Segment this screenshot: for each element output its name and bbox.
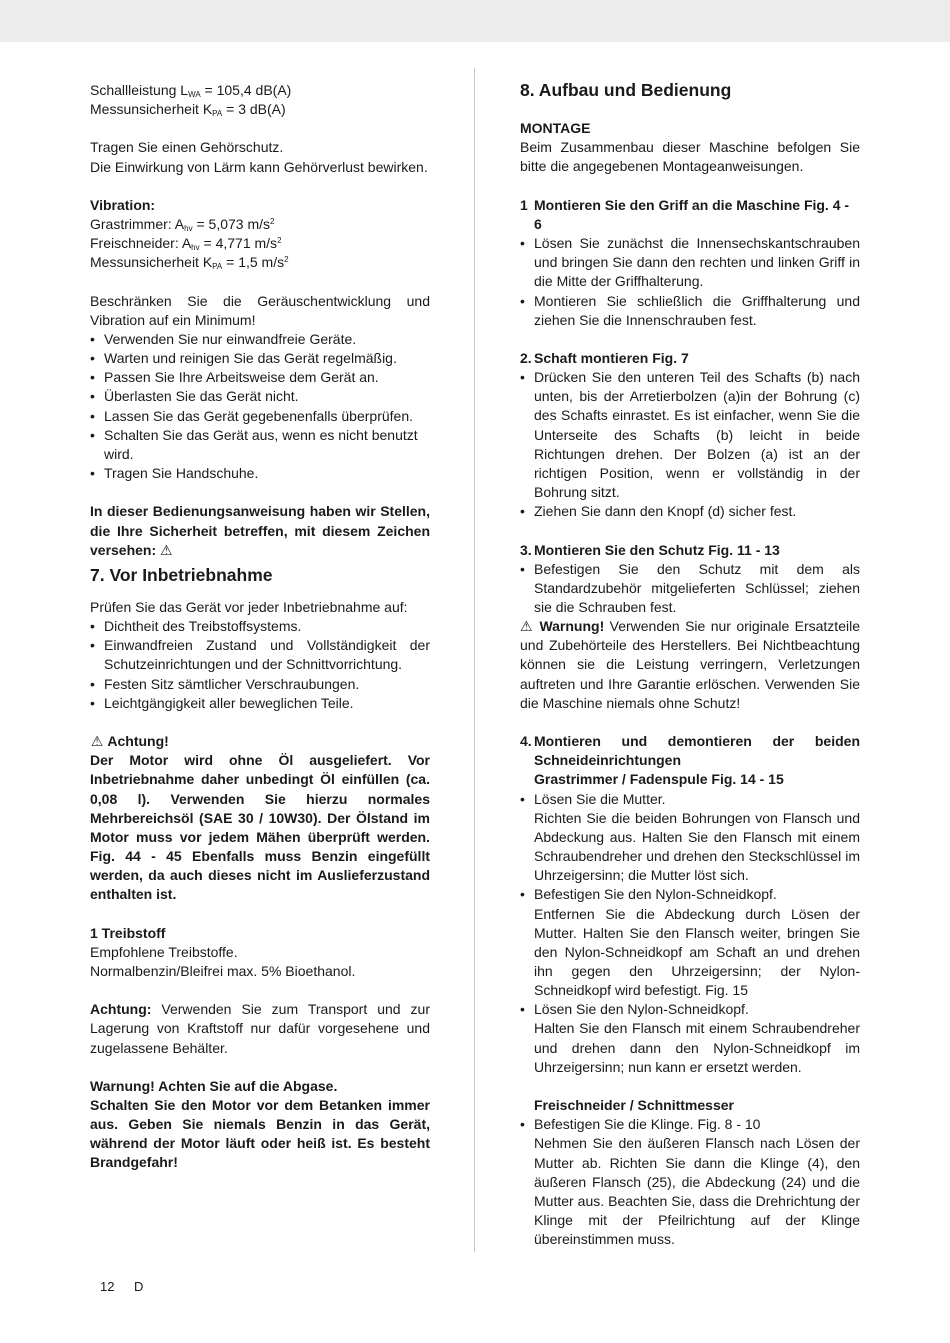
list-item: • Tragen Sie Handschuhe. bbox=[90, 464, 430, 483]
left-column bbox=[90, 81, 430, 1173]
reduce-list bbox=[90, 330, 430, 483]
warning-icon: ⚠ bbox=[160, 541, 173, 558]
list-item: • Befestigen Sie die Klinge. Fig. 8 - 10 Nehmen Sie den äußeren Flansch nach Lösen der Mutter ab. Richten Sie dann die Klinge (4), den äußeren Flansch (25), die Abdeckung (24) und die Mutter aus. Beachten Sie, dass die Drehrichtung der Klinge mit der Pfeilrichtung auf der Klinge übereinstimmen muss. bbox=[520, 1115, 860, 1249]
achtung-text: Der Motor wird ohne Öl ausgeliefert. Vor Inbetriebnahme daher unbedingt Öl einfüllen (ca. 0,08 l). Verwenden Sie hierzu normales Mehrbereichsöl (SAE 30 / 10W30). Der Ölstand im Motor muss vor jedem Mähen überprüft werden. Fig. 44 - 45 Ebenfalls muss Benzin eingefüllt werden, da auch dieses nicht im Auslieferzustand enthalten ist. bbox=[90, 752, 430, 903]
vibration-uncertainty: Messunsicherheit $K_{PA} = 1,5$ $m/s^2$ bbox=[90, 254, 289, 272]
step-2-list bbox=[520, 368, 860, 521]
montage-heading: MONTAGE bbox=[520, 120, 591, 137]
vibration-grastrimmer: Grastrimmer: $A_{hv} = 5,073$ $m/s^2$ bbox=[90, 216, 275, 234]
reduce-intro: Beschränken Sie die Geräuschentwicklung und Vibration auf ein Minimum! bbox=[90, 292, 430, 328]
section-8-title: 8. Aufbau und Bedienung bbox=[520, 80, 732, 100]
step-3-warning: ⚠ Warnung! Verwenden Sie nur originale Ersatzteile und Zubehörteile des Herstellers. Bei Nichtbeachtung können sie die Leistung verringern, Verletzungen auftreten und Ihre Garantie erlöschen. Verwenden Sie die Maschine niemals ohne Schutz! bbox=[520, 618, 860, 711]
warning-icon: ⚠ bbox=[520, 618, 535, 635]
exhaust-text: Schalten Sie den Motor vor dem Betanken immer aus. Geben Sie niemals Benzin in das Gerät, während der Motor läuft oder heiß ist. Es besteht Brandgefahr! bbox=[90, 1097, 430, 1171]
step-4-heading: 4. Montieren und demontieren der beiden Schneideinrichtungen bbox=[520, 733, 860, 769]
achtung-heading: ⚠ Achtung! bbox=[90, 732, 430, 751]
freischneider-heading: Freischneider / Schnittmesser bbox=[534, 1097, 734, 1114]
list-item: • Leichtgängigkeit aller beweglichen Teile. bbox=[90, 694, 430, 713]
list-item: • Lösen Sie den Nylon-Schneidkopf. Halten Sie den Flansch mit einem Schraubendreher und drehen dann den Nylon-Schneidkopf im Uhrzeigersinn; nun kann er ersetzt werden. bbox=[520, 1000, 860, 1077]
safety-note: In dieser Bedienungsanweisung haben wir Stellen, die Ihre Sicherheit betreffen, mit diesem Zeichen versehen: ⚠ bbox=[90, 503, 430, 558]
sound-power-line: Schallleistung $L_{WA} = 105,4$ dB(A) bbox=[90, 82, 292, 99]
step-3-heading: 3. Montieren Sie den Schutz Fig. 11 - 13 bbox=[520, 541, 780, 558]
step-2-heading: 2. Schaft montieren Fig. 7 bbox=[520, 350, 689, 366]
step-4-subheading: Grastrimmer / Fadenspule Fig. 14 - 15 bbox=[534, 771, 784, 788]
list-item: • Drücken Sie den unteren Teil des Schafts (b) nach unten, bis der Arretierbolzen (a)in der Bohrung (c) des Schafts einrastet. Es ist einfacher, wenn Sie die Unterseite des Schafts (b) leicht in beide Richtungen drehen. Der Bolzen (a) ist an der richtigen Position, wenn er vollständig in der Bohrung sitzt. bbox=[520, 368, 860, 502]
vibration-freischneider: Freischneider: $A_{hv} = 4,771$ $m/s^2$ bbox=[90, 235, 282, 253]
list-item: • Schalten Sie das Gerät aus, wenn es nicht benutzt wird. bbox=[90, 426, 430, 464]
list-item: • Lösen Sie die Mutter. Richten Sie die beiden Bohrungen von Flansch und Abdeckung aus. Halten Sie den Flansch mit einem Schraubendreher und drehen den Steckschlüssel im Uhrzeigersinn; die Mutter löst sich. bbox=[520, 790, 860, 886]
step-4-list bbox=[520, 790, 860, 1077]
list-item: • Einwandfreien Zustand und Vollständigkeit der Schutzeinrichtungen und der Schnittvorrichtung. bbox=[90, 636, 430, 674]
list-item: • Dichtheit des Treibstoffsystems. bbox=[90, 617, 430, 636]
sound-uncertainty-line: Messunsicherheit $K_{PA} = 3$ dB(A) bbox=[90, 101, 286, 119]
list-item: • Lassen Sie das Gerät gegebenenfalls überprüfen. bbox=[90, 407, 430, 426]
language-code: D bbox=[134, 1279, 144, 1294]
check-intro: Prüfen Sie das Gerät vor jeder Inbetriebnahme auf: bbox=[90, 599, 408, 615]
page-number: 12 bbox=[100, 1279, 115, 1294]
fuel-achtung: Achtung: Verwenden Sie zum Transport und zur Lagerung von Kraftstoff nur dafür vorgesehene und zugelassene Behälter. bbox=[90, 1001, 430, 1056]
list-item: • Lösen Sie zunächst die Innensechskantschrauben und bringen Sie dann den rechten und linken Griff in die Mitte der Griffhalterung. bbox=[520, 234, 860, 291]
step-1-list bbox=[520, 234, 860, 330]
exhaust-warning: Warnung! Achten Sie auf die Abgase. bbox=[90, 1077, 338, 1094]
warning-icon: ⚠ bbox=[90, 733, 104, 750]
list-item: • Passen Sie Ihre Arbeitsweise dem Gerät an. bbox=[90, 368, 430, 387]
column-divider bbox=[474, 68, 475, 1252]
list-item: • Festen Sitz sämtlicher Verschraubungen. bbox=[90, 675, 430, 694]
step-1-heading: 1 Montieren Sie den Griff an die Maschine Fig. 4 - 6 bbox=[520, 196, 850, 232]
freischneider-list bbox=[520, 1115, 860, 1249]
list-item: • Ziehen Sie dann den Knopf (d) sicher fest. bbox=[520, 502, 860, 521]
hearing-loss-text: Die Einwirkung von Lärm kann Gehörverlust bewirken. bbox=[90, 158, 428, 175]
list-item: • Warten und reinigen Sie das Gerät regelmäßig. bbox=[90, 349, 430, 368]
list-item: • Befestigen Sie den Nylon-Schneidkopf. Entfernen Sie die Abdeckung durch Lösen der Mutter. Halten Sie den Flansch weiter, bringen Sie den Nylon-Schneidkopf am Schaft an und drehen ihn gegen den Uhrzeigersinn; der Nylon-Schneidkopf wird befestigt. Fig. 15 bbox=[520, 885, 860, 1000]
list-item: • Montieren Sie schließlich die Griffhalterung und ziehen Sie die Innenschrauben fest. bbox=[520, 292, 860, 330]
list-item: • Verwenden Sie nur einwandfreie Geräte. bbox=[90, 330, 430, 349]
ear-protection-line: Tragen Sie einen Gehörschutz. bbox=[90, 139, 284, 156]
step-3-list bbox=[520, 560, 860, 617]
section-7-title: 7. Vor Inbetriebnahme bbox=[90, 564, 273, 585]
right-column bbox=[520, 81, 860, 1249]
fuel-heading: 1 Treibstoff bbox=[90, 924, 166, 941]
top-bar bbox=[0, 0, 950, 42]
fuel-line-1: Empfohlene Treibstoffe. bbox=[90, 943, 238, 960]
list-item: • Befestigen Sie den Schutz mit dem als Standardzubehör mitgelieferten Schlüssel; ziehen sie die Schrauben fest. bbox=[520, 560, 860, 617]
montage-text: Beim Zusammenbau dieser Maschine befolgen Sie bitte die angegebenen Montageanweisungen. bbox=[520, 139, 860, 175]
vibration-heading: Vibration: bbox=[90, 196, 156, 213]
check-list bbox=[90, 617, 430, 713]
fuel-line-2: Normalbenzin/Bleifrei max. 5% Bioethanol. bbox=[90, 962, 356, 979]
list-item: • Überlasten Sie das Gerät nicht. bbox=[90, 387, 430, 406]
